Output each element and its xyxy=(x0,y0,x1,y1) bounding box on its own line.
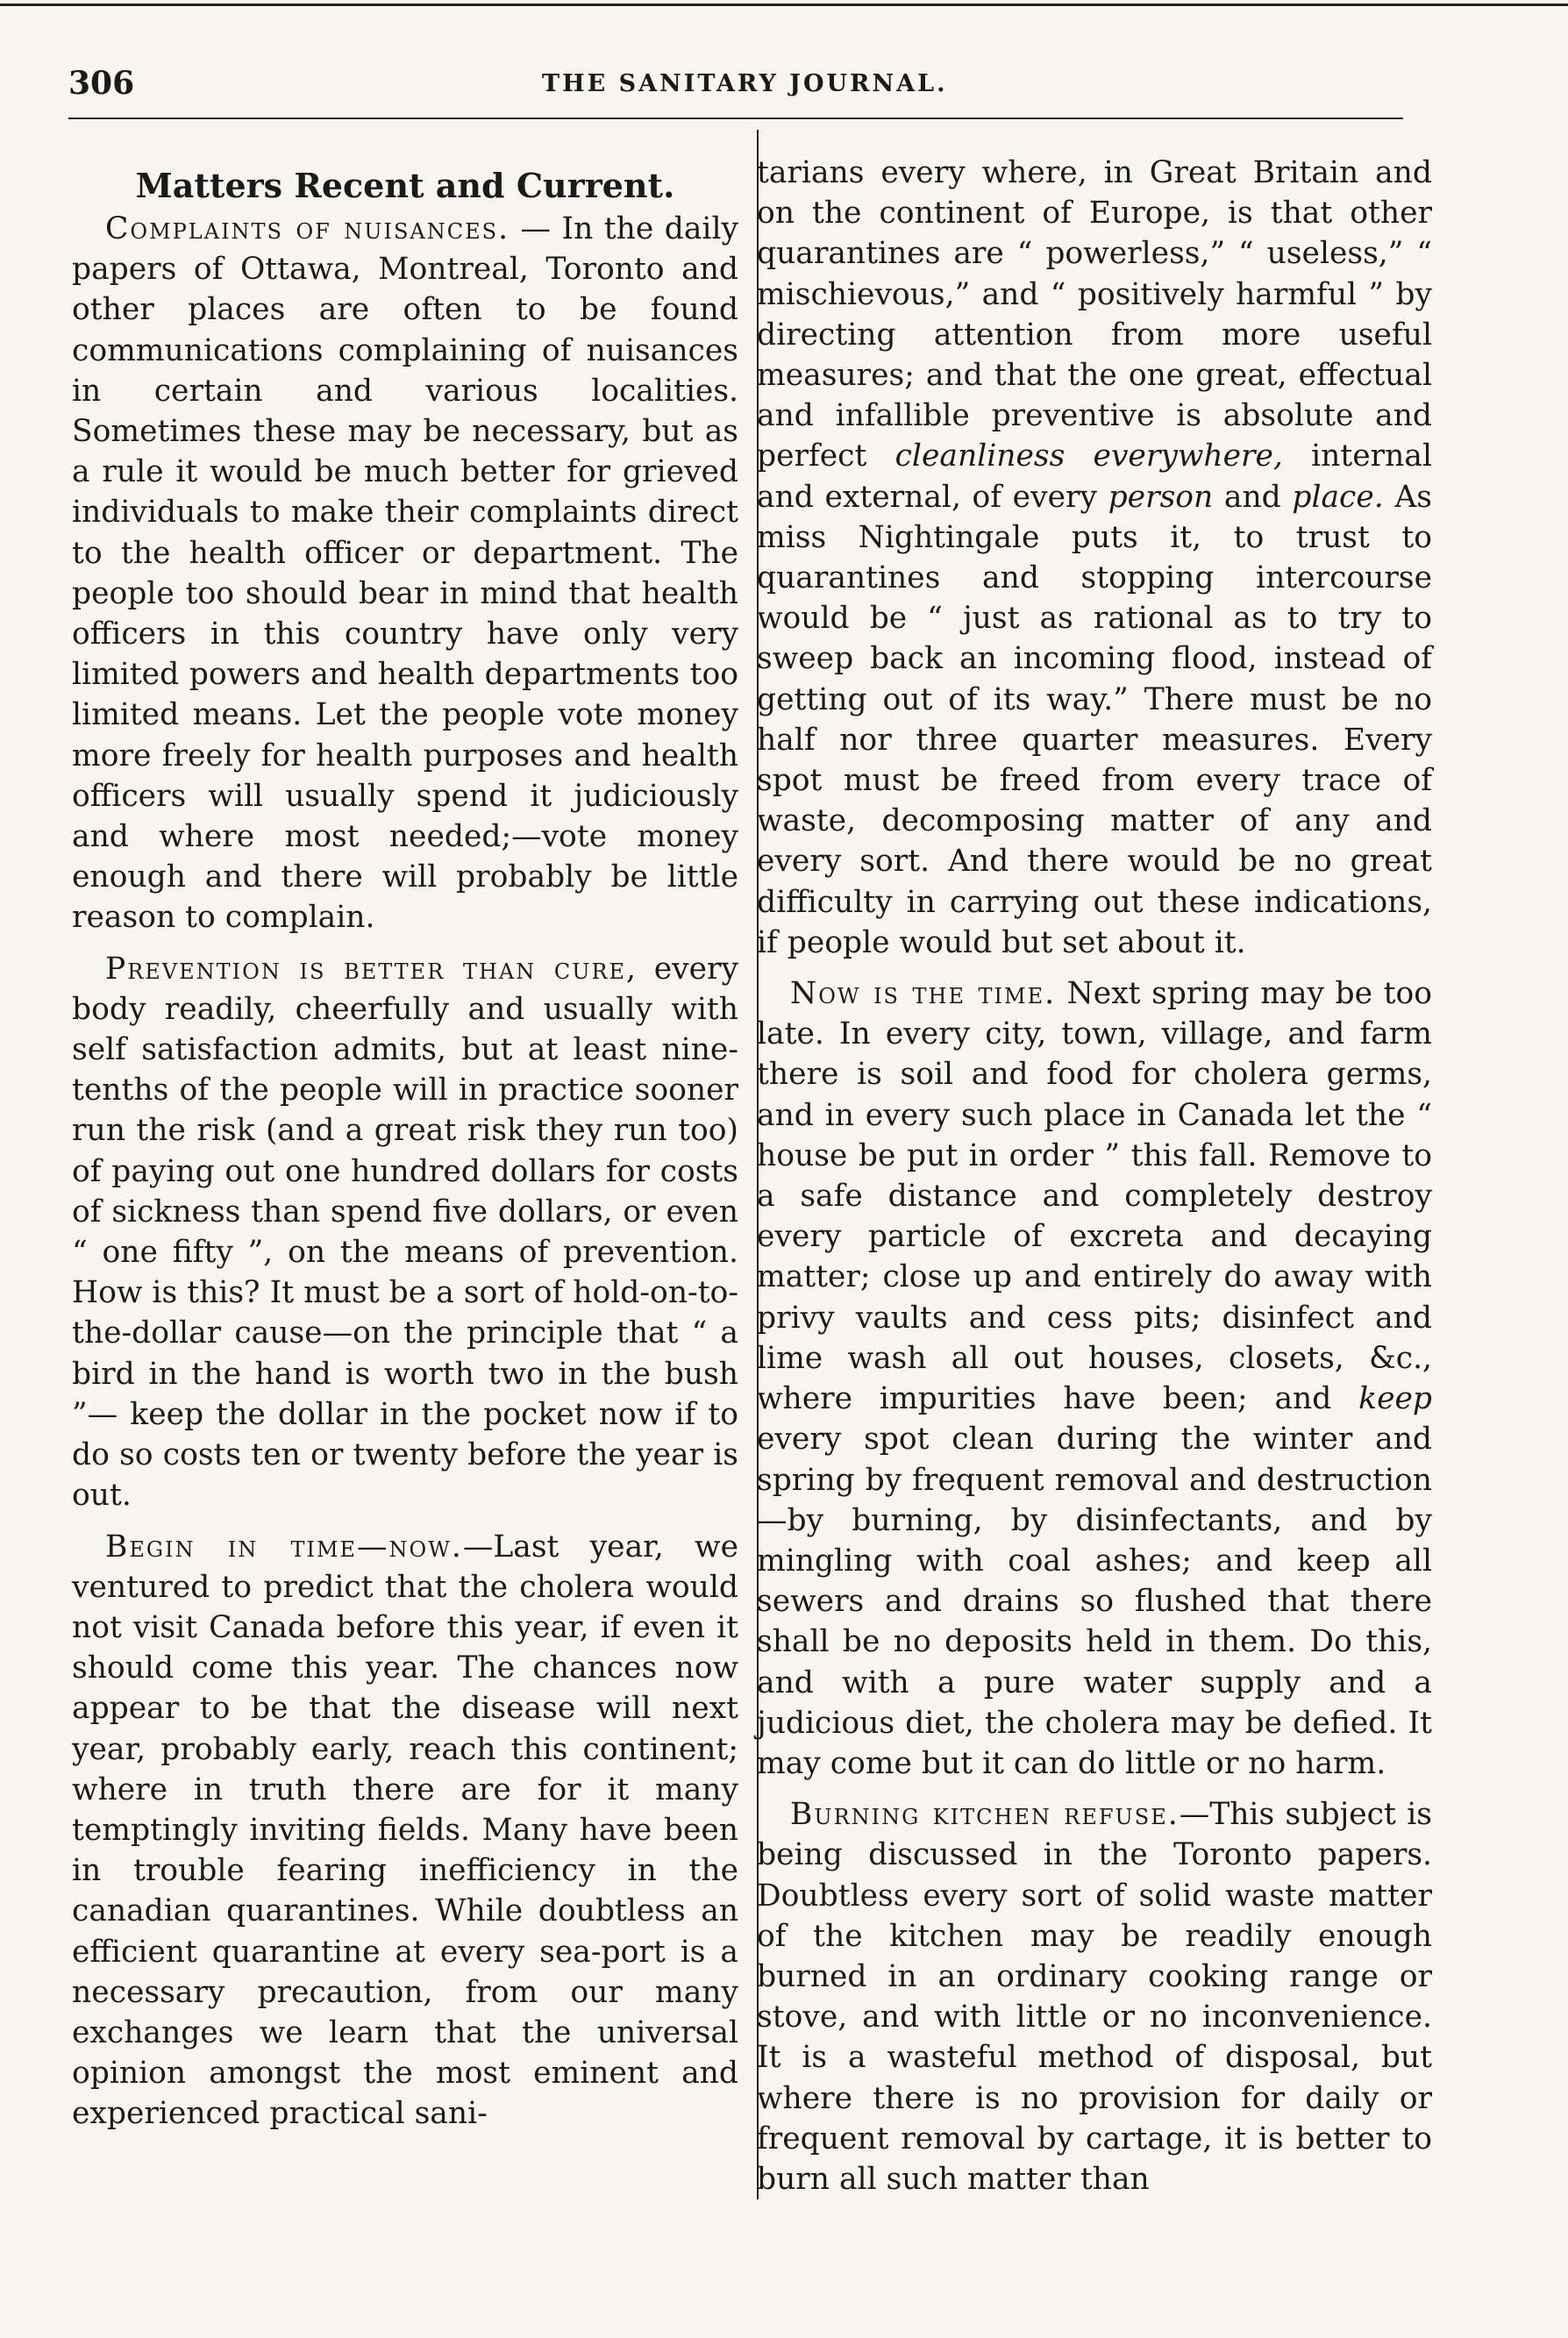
paragraph-now-is-the-time xyxy=(757,973,1432,1784)
page-header xyxy=(68,61,1401,105)
right-column xyxy=(757,153,1432,2199)
paragraph-lead: Begin in time—now. xyxy=(105,1529,463,1565)
paragraph-body: every body readily, cheerfully and usually with self satisfaction admits, but at least nine-tenths of the people will in practice sooner run the risk (and a great risk they run too) of paying out one hundred dollars for costs of sickness than spend five dollars, or even “ one fifty ”, on the means of prevention. How is this? It must be a sort of hold-on-to-the-dollar cause—on the principle that “ a bird in the hand is worth two in the bush ”— keep the dollar in the pocket now if to do so costs ten or twenty before the year is out. xyxy=(72,951,739,1514)
journal-title: THE SANITARY JOURNAL. xyxy=(542,70,948,97)
paragraph-prevention xyxy=(72,949,738,1516)
left-column xyxy=(72,156,738,2135)
paragraph-body: and xyxy=(1213,479,1293,515)
paragraph-lead: Now is the time. xyxy=(790,976,1057,1012)
paragraph-lead: Burning kitchen refuse. xyxy=(790,1797,1180,1833)
section-title: Matters Recent and Current. xyxy=(135,166,675,205)
top-border-rule xyxy=(0,4,1568,6)
paragraph-body: — In the daily papers of Ottawa, Montreal, Toronto and other places are often to be found communications complaining of nuisances in certain and various localities. Sometimes these may be necessary, but as a rule it would be much better for grieved individuals to make their complaints direct to the health officer or department. The people too should bear in mind that health officers in this country have only very limited powers and health departments too limited means. Let the people vote money more freely for health purposes and health officers will usually spend it judiciously and where most needed;—vote money enough and there will probably be little reason to complain. xyxy=(72,211,738,936)
paragraph-body: As miss Nightingale puts it, to trust to quarantines and stopping intercourse would be “ just as rational as to try to sweep back an incoming flood, instead of getting out of its way.” There must be no half nor three quarter measures. Every spot must be freed from every trace of waste, decomposing matter of any and every sort. And there would be no great difficulty in carrying out these indications, if people would but set about it. xyxy=(757,479,1433,960)
paragraph-continued xyxy=(757,153,1432,963)
paragraph-lead: Prevention is better than cure, xyxy=(105,951,638,987)
emphasis-text: keep xyxy=(1358,1381,1432,1417)
paragraph-begin-in-time xyxy=(72,1527,738,2135)
paragraph-lead: Complaints of nuisances. xyxy=(105,211,510,246)
paragraph-body: tarians every where, in Great Britain and on the continent of Europe, is that other quarantines are “ powerless,” “ useless,” “ mischievous,” and “ positively harmful ” by directing attention from more useful measures; and that the one great, effectual and infallible preventive is absolute and perfect xyxy=(757,155,1432,474)
page-number: 306 xyxy=(68,65,135,102)
emphasis-text: cleanliness everywhere, xyxy=(894,438,1283,474)
paragraph-body: internal and external, of every xyxy=(757,438,1432,515)
paragraph-body: every spot clean during the winter and spring by frequent removal and destruction—by burning, by disinfectants, and by mingling with coal ashes; and keep all sewers and drains so flushed that there shall be no deposits held in them. Do this, and with a pure water supply and a judicious diet, the cholera may be defied. It may come but it can do little or no harm. xyxy=(757,1422,1432,1781)
emphasis-text: place. xyxy=(1292,479,1384,515)
paragraph-body: —Last year, we ventured to predict that the cholera would not visit Canada before this year, if even it should come this year. The chances now appear to be that the disease will next year, probably early, reach this continent; where in truth there are for it many temptingly inviting fields. Many have been in trouble fearing inefficiency in the canadian quarantines. While doubtless an efficient quarantine at every sea-port is a necessary precaution, from our many exchanges we learn that the universal opinion amongst the most eminent and experienced practical sani- xyxy=(72,1529,738,2132)
paragraph-complaints xyxy=(72,209,738,938)
paragraph-body: —This subject is being discussed in the Toronto papers. Doubtless every sort of solid waste matter of the kitchen may be readily enough burned in an ordinary cooking range or stove, and with little or no inconvenience. It is a wasteful method of disposal, but where there is no provision for daily or frequent removal by cartage, it is better to burn all such matter than xyxy=(757,1797,1432,2197)
paragraph-body: Next spring may be too late. In every city, town, village, and farm there is soil and food for cholera germs, and in every such place in Canada let the “ house be put in order ” this fall. Remove to a safe distance and completely destroy every particle of excreta and decaying matter; close up and entirely do away with privy vaults and cess pits; disinfect and lime wash all out houses, closets, &c., where impurities have been; and xyxy=(757,976,1432,1417)
paragraph-burning-refuse xyxy=(757,1794,1432,2199)
emphasis-text: person xyxy=(1108,479,1214,515)
header-rule xyxy=(68,118,1403,119)
